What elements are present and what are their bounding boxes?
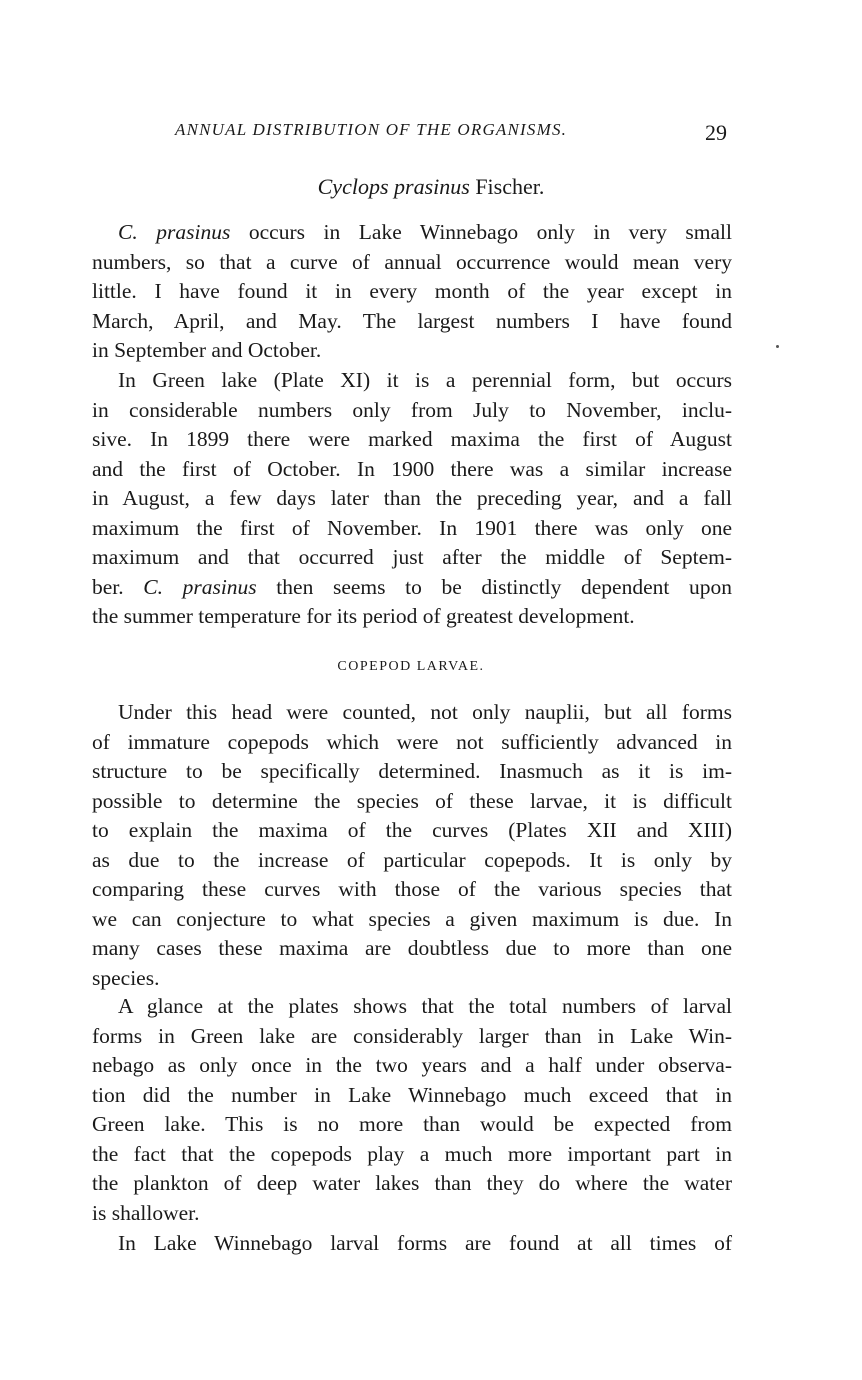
italic-species-name: C. prasinus xyxy=(118,220,231,244)
text-line: March, April, and May. The largest numbers I have found xyxy=(92,308,732,333)
text-line: maximum the first of November. In 1901 there was only one xyxy=(92,515,732,540)
margin-dot xyxy=(776,345,779,348)
text-line: numbers, so that a curve of annual occurrence would mean very xyxy=(92,249,732,274)
text-line: structure to be specifically determined. Inasmuch as it is im- xyxy=(92,759,732,783)
text-line: the fact that the copepods play a much more important part in xyxy=(92,1141,732,1166)
text-line: ber. C. prasinus then seems to be distinctly dependent upon xyxy=(92,574,732,599)
text-line: nebago as only once in the two years and a half under observa- xyxy=(92,1053,732,1077)
text-line: in considerable numbers only from July to November, inclu- xyxy=(92,397,732,422)
text-line: and the first of October. In 1900 there was a similar increase xyxy=(92,456,732,481)
text-line: we can conjecture to what species a given maximum is due. In xyxy=(92,906,732,931)
text-line: is shallower. xyxy=(92,1200,200,1225)
text-line: Green lake. This is no more than would be expected from xyxy=(92,1112,732,1136)
text-line: forms in Green lake are considerably larger than in Lake Win- xyxy=(92,1023,732,1048)
species-name: Cyclops prasinus xyxy=(317,174,470,199)
text-line: A glance at the plates shows that the total numbers of larval xyxy=(118,994,732,1018)
text-line: maximum and that occurred just after the middle of Septem- xyxy=(92,545,732,569)
text-line: comparing these curves with those of the various species that xyxy=(92,877,732,901)
section-heading: COPEPOD LARVAE. xyxy=(337,659,485,674)
text-line: In Lake Winnebago larval forms are found at all times of xyxy=(118,1231,732,1255)
text-line: Under this head were counted, not only nauplii, but all forms xyxy=(118,700,732,724)
text-line: many cases these maxima are doubtless due to more than one xyxy=(92,936,732,960)
species-heading xyxy=(0,174,862,200)
text-line: the plankton of deep water lakes than they do where the water xyxy=(92,1171,732,1195)
text-line: species. xyxy=(92,965,160,990)
text-line: the summer temperature for its period of greatest development. xyxy=(92,604,635,628)
running-title: ANNUAL DISTRIBUTION OF THE ORGANISMS. xyxy=(175,120,568,139)
text-line: to explain the maxima of the curves (Plates XII and XIII) xyxy=(92,818,732,842)
page-number: 29 xyxy=(705,120,727,145)
text-line: little. I have found it in every month of the year except in xyxy=(92,279,732,303)
italic-species-name: C. prasinus xyxy=(143,574,257,599)
text-line: C. prasinus occurs in Lake Winnebago only in very small xyxy=(118,220,732,244)
text-line: as due to the increase of particular copepods. It is only by xyxy=(92,847,732,872)
text-line: possible to determine the species of these larvae, it is difficult xyxy=(92,788,732,813)
text-line: tion did the number in Lake Winnebago much exceed that in xyxy=(92,1082,732,1107)
text-line: In Green lake (Plate XI) it is a perennial form, but occurs xyxy=(118,368,732,392)
text-line: in August, a few days later than the preceding year, and a fall xyxy=(92,486,732,510)
text-line: of immature copepods which were not sufficiently advanced in xyxy=(92,729,732,754)
text-line: sive. In 1899 there were marked maxima the first of August xyxy=(92,427,732,451)
text-line: in September and October. xyxy=(92,338,322,362)
species-author: Fischer. xyxy=(475,174,545,199)
